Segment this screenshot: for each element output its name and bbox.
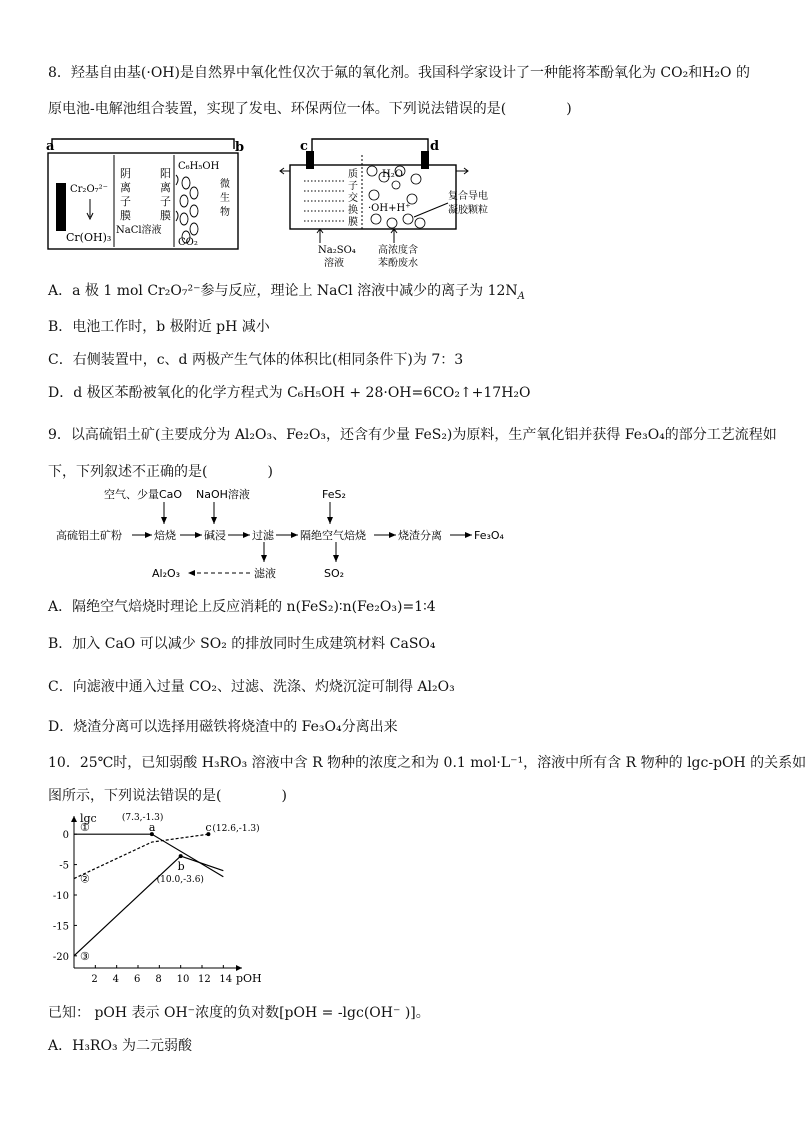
proton-membrane-5: 膜	[348, 217, 358, 228]
x-tick-label: 10	[176, 974, 190, 985]
q8-option-c: C．右侧装置中，c、d 两极产生气体的体积比(相同条件下)为 7：3	[48, 352, 464, 368]
q9-option-d: D．烧渣分离可以选择用磁铁将烧渣中的 Fe₃O₄分离出来	[48, 719, 398, 735]
cation-membrane-1: 阳	[160, 167, 171, 180]
y-tick-label: -15	[52, 921, 69, 933]
flow-roast2: 隔绝空气焙烧	[300, 529, 366, 542]
point-b	[179, 854, 183, 858]
anion-membrane-4: 膜	[120, 209, 131, 222]
electrode-d-label: d	[430, 139, 440, 154]
q8-stem-close: )	[566, 101, 572, 117]
q9-option-a: A．隔绝空气焙烧时理论上反应消耗的 n(FeS₂)∶n(Fe₂O₃)=1∶4	[48, 599, 436, 615]
cr2o7-label: Cr₂O₇²⁻	[70, 184, 108, 195]
h2o-label: H₂O	[382, 169, 403, 180]
electrode-a-label: a	[46, 139, 55, 154]
cation-membrane-2: 离	[160, 181, 171, 194]
series-label-2: ②	[80, 872, 90, 886]
flow-roast: 焙烧	[154, 529, 176, 542]
na2so4-label-1: Na₂SO₄	[318, 245, 356, 256]
flow-fes2: FeS₂	[322, 488, 346, 501]
q9-stem-line2	[48, 461, 273, 481]
point-coord-b: (10.0,-3.6)	[156, 875, 204, 886]
proton-membrane-2: 子	[348, 181, 358, 192]
y-axis-label: lgc	[80, 812, 97, 825]
electrode-c-label: c	[300, 139, 308, 154]
q8-stem-line1: 8．羟基自由基(·OH)是自然界中氧化性仅次于氟的氧化剂。我国科学家设计了一种能将苯酚氧化为 CO₂和H₂O 的	[48, 65, 750, 81]
x-axis-arrow	[236, 965, 242, 971]
phenol-label: C₆H₅OH	[178, 161, 220, 172]
cation-membrane-3: 子	[160, 195, 171, 208]
q8-option-a	[48, 280, 525, 302]
anion-membrane-2: 离	[120, 181, 131, 194]
waste-label-1: 高浓度含	[378, 245, 418, 256]
q9-option-b: B．加入 CaO 可以减少 SO₂ 的排放同时生成建筑材料 CaSO₄	[48, 636, 436, 652]
q9-stem-text: 下，下列叙述不正确的是(	[48, 464, 208, 480]
co2-label: CO₂	[178, 237, 198, 248]
point-label-b: b	[177, 860, 185, 874]
x-tick-label: 4	[112, 974, 120, 985]
flow-filtrate: 滤液	[254, 567, 276, 580]
waste-label-2: 苯酚废水	[378, 258, 418, 269]
q9-stem-line1: 9．以高硫铝土矿(主要成分为 Al₂O₃、Fe₂O₃，还含有少量 FeS₂)为原料，生产氧化铝并获得 Fe₃O₄的部分工艺流程如	[48, 427, 777, 443]
q10-option-a: A．H₃RO₃ 为二元弱酸	[48, 1038, 193, 1054]
proton-membrane-3: 交	[348, 193, 358, 204]
q10-stem-line1: 10．25℃时，已知弱酸 H₃RO₃ 溶液中含 R 物种的浓度之和为 0.1 mol·L⁻¹，溶液中所有含 R 物种的 lgc-pOH 的关系如	[48, 755, 806, 771]
y-tick-label: -10	[52, 891, 69, 902]
q8-option-a-subscript: A	[517, 290, 525, 302]
x-tick-label: 14	[219, 974, 233, 985]
electrode-b-label: b	[235, 140, 245, 155]
flow-naoh: NaOH溶液	[196, 488, 250, 501]
anion-membrane-3: 子	[120, 195, 131, 208]
point-coord-a: (7.3,-1.3)	[121, 813, 164, 824]
cation-membrane-4: 膜	[160, 209, 171, 222]
proton-membrane-1: 质	[348, 169, 358, 180]
point-label-a: a	[148, 821, 156, 835]
x-tick-label: 8	[155, 974, 162, 985]
q8-stem-line2	[48, 98, 572, 118]
na2so4-label-2: 溶液	[324, 258, 344, 269]
y-axis-arrow	[71, 816, 77, 822]
flow-air-cao: 空气、少量CaO	[104, 488, 183, 501]
series-label-3: ③	[80, 949, 90, 963]
q8-stem-text: 原电池-电解池组合装置，实现了发电、环保两位一体。下列说法错误的是(	[48, 101, 507, 117]
flow-so2: SO₂	[324, 567, 345, 580]
x-tick-label: 12	[198, 974, 211, 985]
q8-option-d: D．d 极区苯酚被氧化的化学方程式为 C₆H₅OH + 28·OH=6CO₂↑+17H₂O	[48, 385, 531, 401]
microbe-1: 微	[220, 179, 230, 190]
q9-flowchart	[54, 484, 524, 584]
flow-filter: 过滤	[252, 529, 274, 542]
series-line-3	[74, 856, 223, 956]
q10-lgc-poh-chart	[44, 810, 262, 992]
flow-ore: 高硫铝土矿粉	[56, 529, 122, 542]
gel-label-2: 凝胶颗粒	[448, 205, 488, 216]
q8-option-a-text: A．a 极 1 mol Cr₂O₇²⁻参与反应，理论上 NaCl 溶液中减少的离子为 12N	[48, 283, 518, 299]
croh3-label: Cr(OH)₃	[66, 231, 112, 244]
point-label-c: c	[205, 821, 212, 835]
q10-stem-text: 图所示，下列说法错误的是(	[48, 788, 222, 804]
flow-separate: 烧渣分离	[398, 529, 442, 542]
x-tick-label: 2	[91, 974, 98, 985]
point-coord-c: (12.6,-1.3)	[212, 824, 260, 835]
microbe-3: 物	[220, 207, 230, 218]
q8-apparatus-figure	[44, 137, 524, 269]
oh-label: ·OH+H⁺	[368, 203, 411, 214]
q9-stem-close: )	[267, 464, 273, 480]
flow-fe3o4: Fe₃O₄	[474, 529, 504, 542]
q10-stem-close: )	[281, 788, 287, 804]
nacl-label: NaCl溶液	[116, 225, 162, 236]
y-tick-label: -20	[52, 951, 69, 963]
x-axis-label: pOH	[236, 972, 262, 985]
flow-leach: 碱浸	[204, 529, 226, 542]
proton-membrane-4: 换	[348, 205, 358, 216]
q8-option-b: B．电池工作时，b 极附近 pH 减小	[48, 319, 270, 335]
q10-note: 已知： pOH 表示 OH⁻浓度的负对数[pOH = -lgc(OH⁻ )]。	[48, 1005, 430, 1021]
y-tick-label: 0	[62, 830, 69, 842]
flow-al2o3: Al₂O₃	[152, 567, 181, 580]
microbe-2: 生	[220, 193, 230, 204]
x-tick-label: 6	[134, 974, 141, 985]
y-tick-label: -5	[59, 860, 69, 872]
gel-label-1: 复合导电	[448, 191, 488, 202]
series-label-1: ①	[80, 821, 90, 835]
q9-option-c: C．向滤液中通入过量 CO₂、过滤、洗涤、灼烧沉淀可制得 Al₂O₃	[48, 679, 455, 695]
anion-membrane-1: 阴	[120, 167, 131, 180]
q10-stem-line2	[48, 785, 287, 805]
series-line-1	[74, 834, 223, 877]
